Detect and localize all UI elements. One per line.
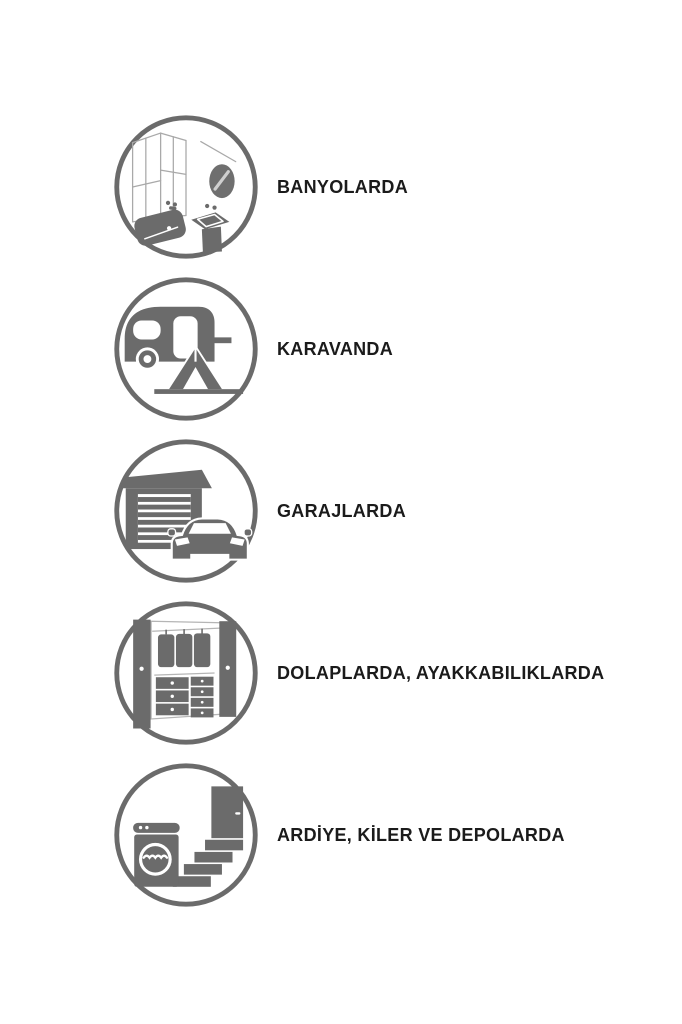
- usage-row-storage: [112, 761, 604, 909]
- usage-row-wardrobe: [112, 599, 604, 747]
- usage-label: ARDİYE, KİLER VE DEPOLARDA: [277, 824, 565, 845]
- usage-label: DOLAPLARDA, AYAKKABILIKLARDA: [277, 662, 605, 683]
- garage-icon: [112, 437, 260, 585]
- usage-row-caravan: [112, 275, 604, 423]
- usage-areas-infographic: [112, 113, 604, 909]
- storage-icon: [112, 761, 260, 909]
- usage-label: GARAJLARDA: [277, 500, 406, 521]
- usage-label: BANYOLARDA: [277, 176, 408, 197]
- usage-label: KARAVANDA: [277, 338, 394, 359]
- usage-row-garage: [112, 437, 604, 585]
- caravan-icon: [112, 275, 260, 423]
- bathroom-icon: [112, 113, 260, 261]
- usage-row-bathrooms: [112, 113, 604, 261]
- wardrobe-icon: [112, 599, 260, 747]
